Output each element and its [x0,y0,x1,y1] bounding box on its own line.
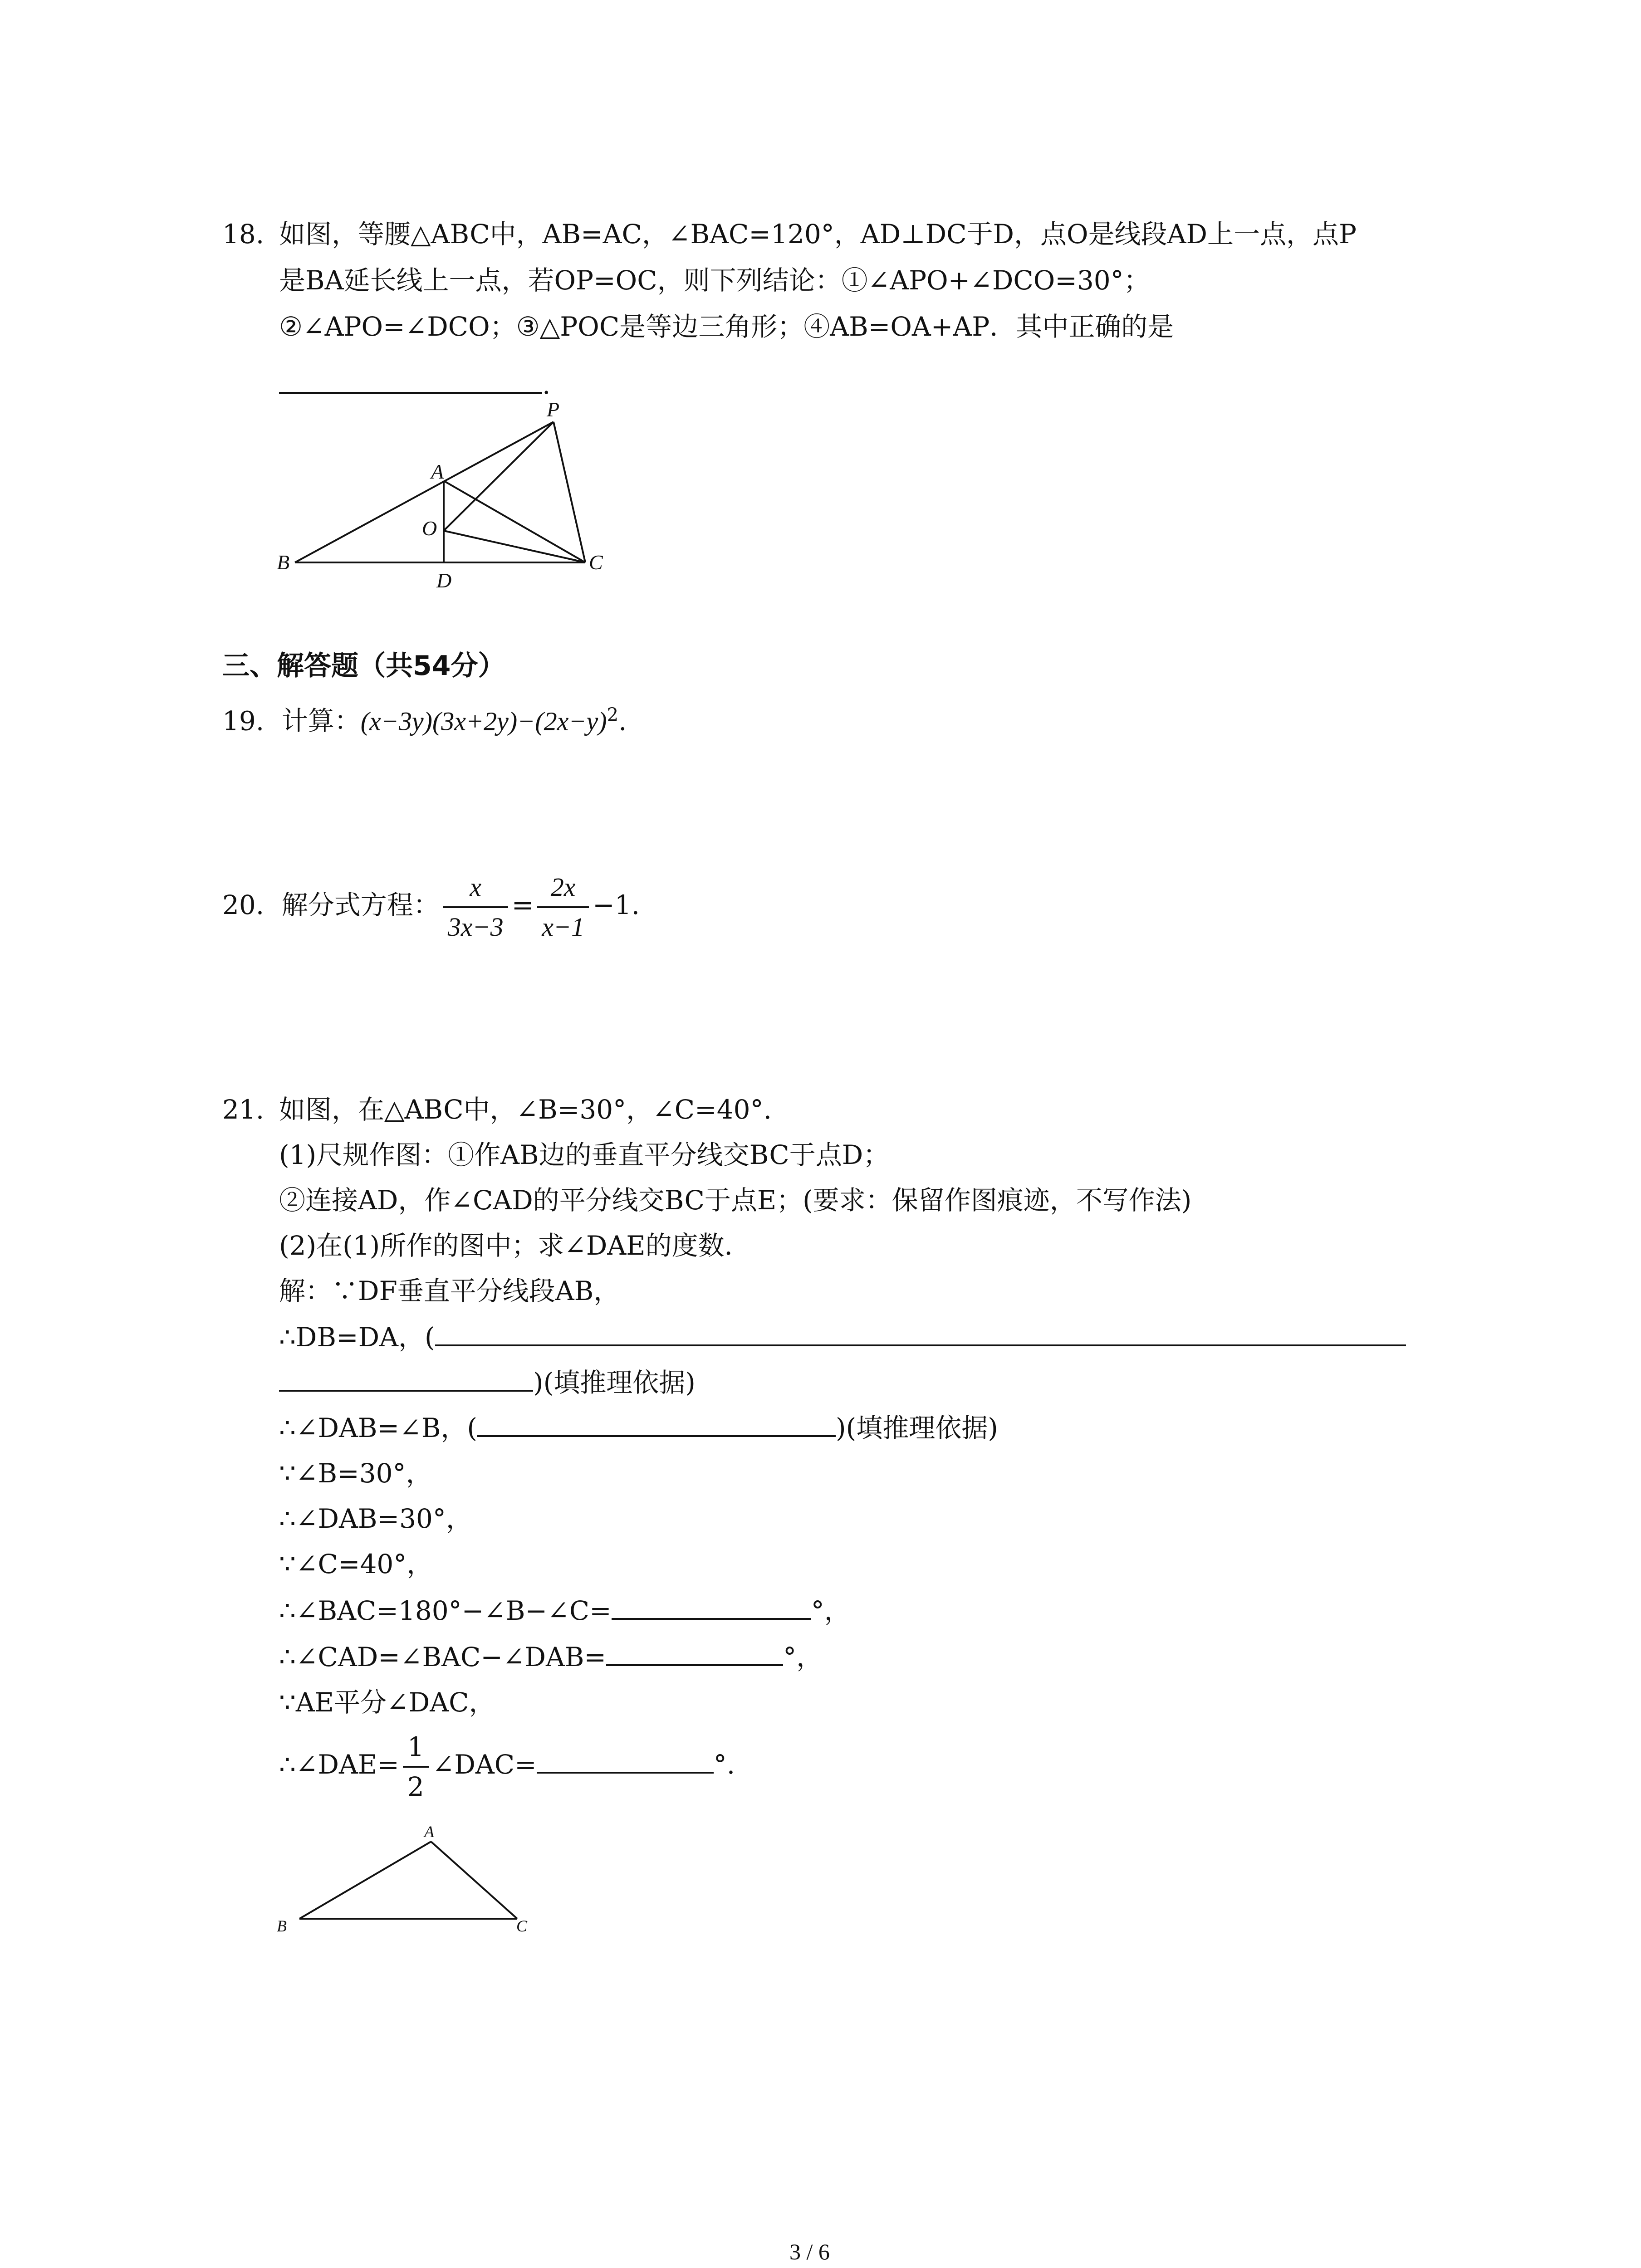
q20-rhs-fraction [537,871,589,943]
q21-line6 [279,1321,1406,1354]
q20-number: 20. [222,890,265,921]
q21-blank-reason1-b[interactable] [279,1366,533,1392]
q18-line1: 如图，等腰△ABC中，AB=AC，∠BAC=120°，AD⊥DC于D，点O是线段AD上一点，点P [279,219,1357,249]
q19-prefix: 计算： [281,705,361,737]
label-C: C [589,551,603,574]
seg-AC [431,1842,517,1919]
q21-line13-text: ∴∠CAD=∠BAC−∠DAB= [279,1642,607,1672]
q20-lhs-den: 3x−3 [447,912,504,942]
q20-rhs-den: x−1 [542,912,585,942]
q19-exponent: 2 [607,704,619,725]
seg-OC [444,531,585,562]
section-3-title: 三、解答题（共54分） [222,650,505,682]
q20-lhs-fraction [443,871,508,943]
q21-line12-tail: °， [811,1595,851,1626]
q18-number: 18. [222,219,265,249]
q20-lhs-num: x [443,871,508,908]
label-D: D [436,569,452,592]
q21-line3: ②连接AD，作∠CAD的平分线交BC于点E；(要求：保留作图痕迹，不写作法) [279,1185,1192,1216]
seg-BP [295,422,554,562]
q21-line1: 如图，在△ABC中，∠B=30°，∠C=40°. [279,1094,772,1125]
q21-line15-tail: °. [713,1749,735,1780]
q21-line7 [279,1366,696,1399]
q21-blank-dae[interactable] [537,1748,714,1774]
q21-number: 21. [222,1094,265,1125]
seg-PC [554,422,585,562]
q21-line9: ∵∠B=30°， [279,1458,432,1489]
label-B: B [277,551,290,574]
seg-AC [444,481,585,562]
q21-half-fraction [403,1730,429,1803]
label-P: P [547,398,560,421]
label-A: A [431,460,444,483]
q19-expr: (x−3y)(3x+2y)−(2x−y) [360,706,607,736]
q19 [222,699,627,738]
q19-end: . [618,705,627,737]
q21-line12 [279,1594,851,1627]
q18-line3: ②∠APO=∠DCO；③△POC是等边三角形；④AB=OA+AP．其中正确的是 [279,311,1174,342]
q21-figure [268,1823,549,1941]
q21-frac-num: 1 [403,1730,429,1768]
q21-line14: ∵AE平分∠DAC， [279,1687,495,1718]
q21-line8-text: ∴∠DAB=∠B，( [279,1413,477,1443]
q21-frac-den: 2 [407,1771,424,1802]
q21-line5: 解：∵DF垂直平分线段AB， [279,1276,620,1306]
q21-line8-tail: )(填推理依据) [835,1413,998,1443]
label-A: A [424,1823,434,1841]
seg-AB [299,1842,431,1919]
q21-blank-reason2[interactable] [477,1412,836,1437]
q20-rhs-num: 2x [537,871,589,908]
q21-line6-text: ∴DB=DA，( [279,1322,435,1353]
seg-OP [444,422,554,531]
q21-blank-reason1-a[interactable] [435,1321,1406,1346]
q21-line13-tail: °， [783,1642,823,1672]
q21-line11: ∵∠C=40°， [279,1549,433,1579]
label-B: B [277,1917,287,1935]
q21-line2: (1)尺规作图：①作AB边的垂直平分线交BC于点D； [279,1139,890,1170]
q21-line12-text: ∴∠BAC=180°−∠B−∠C= [279,1595,612,1626]
q20-tail: −1. [593,890,640,921]
q21-line7-text: )(填推理依据) [533,1367,696,1398]
q21-line10: ∴∠DAB=30°， [279,1503,472,1534]
q21-line15-mid: ∠DAC= [432,1749,537,1780]
q21-line4: (2)在(1)所作的图中；求∠DAE的度数． [279,1230,751,1261]
q20-prefix: 解分式方程： [281,890,440,921]
page-number: 3 / 6 [789,2239,830,2264]
q21-line13 [279,1641,823,1673]
q18-line2: 是BA延长线上一点，若OP=OC，则下列结论：①∠APO+∠DCO=30°； [279,265,1150,296]
q21-line8 [279,1412,998,1444]
q21-line15 [279,1730,735,1803]
q19-number: 19. [222,705,265,737]
q21-blank-bac[interactable] [612,1594,811,1620]
q21-blank-cad[interactable] [606,1641,783,1666]
q20-equals: = [511,890,534,921]
q21-line15-text: ∴∠DAE= [279,1749,399,1780]
q18-blank-period: . [542,369,551,400]
q20 [222,871,640,943]
label-C: C [516,1917,528,1935]
q18-figure [272,395,626,599]
label-O: O [422,517,437,540]
